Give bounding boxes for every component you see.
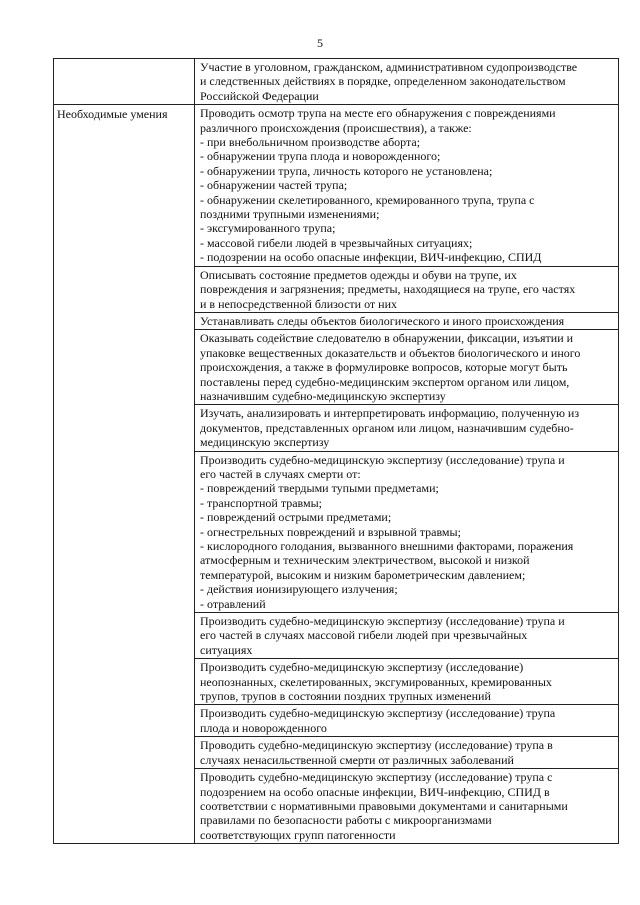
text-line: - повреждений острыми предметами; — [200, 510, 392, 525]
text-line: происхождения, а также в формулировке вопросов, которые могут быть — [200, 360, 568, 375]
skill-item — [195, 330, 618, 405]
text-line: поздними трупными изменениями; — [200, 207, 380, 222]
text-line: и в непосредственной близости от них — [200, 296, 398, 311]
text-line: Проводить судебно-медицинскую экспертизу (исследование) трупа с — [200, 770, 553, 785]
text-line: его частей в случаях массовой гибели людей при чрезвычайных — [200, 628, 528, 643]
row-label-cell — [54, 105, 195, 844]
text-line: - огнестрельных повреждений и взрывной травмы; — [200, 524, 461, 539]
row-label: Необходимые умения — [57, 107, 168, 122]
text-line: его частей в случаях смерти от: — [200, 466, 361, 481]
row-content-cell — [195, 105, 619, 844]
skill-item — [195, 405, 618, 451]
text-line: Устанавливать следы объектов биологического и иного происхождения — [200, 313, 565, 328]
text-line: Производить судебно-медицинскую экспертизу (исследование) — [200, 660, 524, 675]
text-line: Описывать состояние предметов одежды и обуви на трупе, их — [200, 267, 517, 282]
text-line: Изучать, анализировать и интерпретировать информацию, полученную из — [200, 406, 580, 421]
text-line: различного происхождения (происшествия), а также: — [200, 120, 472, 135]
text-line: неопознанных, скелетированных, эксгумированных, кремированных — [200, 674, 552, 689]
text-line: упаковке вещественных доказательств и объектов биологического и иного — [200, 345, 581, 360]
text-line: - при внебольничном производстве аборта; — [200, 135, 421, 150]
text-line: соответствующих групп патогенности — [200, 827, 396, 842]
skill-item — [195, 737, 618, 769]
text-line: Производить судебно-медицинскую экспертизу (исследование) трупа и — [200, 614, 565, 629]
skill-item — [195, 105, 618, 266]
table-row — [54, 105, 619, 844]
skill-item — [195, 769, 618, 843]
text-line: трупов, трупов в состоянии поздних трупных изменений — [200, 689, 491, 704]
text-line: назначившим судебно-медицинскую экспертизу — [200, 388, 446, 403]
text-line: - обнаружении скелетированного, кремированного трупа, трупа с — [200, 192, 535, 207]
skill-item — [195, 59, 618, 104]
text-line: Проводить осмотр трупа на месте его обнаружения с повреждениями — [200, 106, 556, 121]
text-line: Производить судебно-медицинскую экспертизу (исследование) трупа — [200, 706, 556, 721]
text-line: правилами по безопасности работы с микроорганизмами — [200, 813, 492, 828]
text-line: повреждения и загрязнения; предметы, находящиеся на трупе, его частях — [200, 282, 576, 297]
text-line: документов, представленных органом или лицом, назначившим судебно- — [200, 420, 574, 435]
text-line: Российской Федерации — [200, 88, 319, 103]
table-body — [54, 59, 619, 844]
text-line: - подозрении на особо опасные инфекции, ВИЧ-инфекцию, СПИД — [200, 250, 542, 265]
text-line: - отравлений — [200, 596, 266, 611]
text-line: температурой, высоким и низким барометрическим давлением; — [200, 567, 526, 582]
text-line: - массовой гибели людей в чрезвычайных ситуациях; — [200, 235, 473, 250]
text-line: соответствии с нормативными правовыми документами и санитарными — [200, 798, 568, 813]
text-line: атмосферным и техническим электричеством, высокой и низкой — [200, 553, 530, 568]
text-line: медицинскую экспертизу — [200, 435, 330, 450]
text-line: Оказывать содействие следователю в обнаружении, фиксации, изъятии и — [200, 331, 574, 346]
text-line: - действия ионизирующего излучения; — [200, 582, 398, 597]
row-content-cell — [195, 59, 619, 105]
text-line: - обнаружении частей трупа; — [200, 178, 348, 193]
text-line: - повреждений твердыми тупыми предметами; — [200, 481, 439, 496]
skill-item — [195, 267, 618, 313]
skill-item — [195, 452, 618, 613]
text-line: - кислородного голодания, вызванного внешними факторами, поражения — [200, 539, 574, 553]
skill-item — [195, 313, 618, 330]
skill-item — [195, 705, 618, 737]
text-line: - эксгумированного трупа; — [200, 221, 336, 236]
page-number: 5 — [317, 36, 323, 50]
text-line: Участие в уголовном, гражданском, административном судопроизводстве — [200, 60, 578, 74]
table-row — [54, 59, 619, 105]
text-line: и следственных действиях в порядке, определенном законодательством — [200, 74, 566, 89]
text-line: подозрением на особо опасные инфекции, ВИЧ-инфекцию, СПИД в — [200, 784, 550, 799]
text-line: случаях ненасильственной смерти от различных заболеваний — [200, 752, 514, 767]
text-line: ситуациях — [200, 642, 253, 657]
row-label-cell — [54, 59, 195, 105]
skills-table — [53, 58, 619, 844]
text-line: Проводить судебно-медицинскую экспертизу (исследование) трупа в — [200, 738, 553, 753]
text-line: плода и новорожденного — [200, 720, 327, 735]
text-line: Производить судебно-медицинскую экспертизу (исследование) трупа и — [200, 452, 565, 467]
text-line: - обнаружении трупа плода и новорожденного; — [200, 149, 441, 164]
skill-item — [195, 613, 618, 659]
text-line: поставлены перед судебно-медицинским экспертом органом или лицом, — [200, 374, 570, 389]
skill-item — [195, 659, 618, 705]
text-line: - обнаружении трупа, личность которого не установлена; — [200, 163, 493, 178]
text-line: - транспортной травмы; — [200, 495, 322, 510]
